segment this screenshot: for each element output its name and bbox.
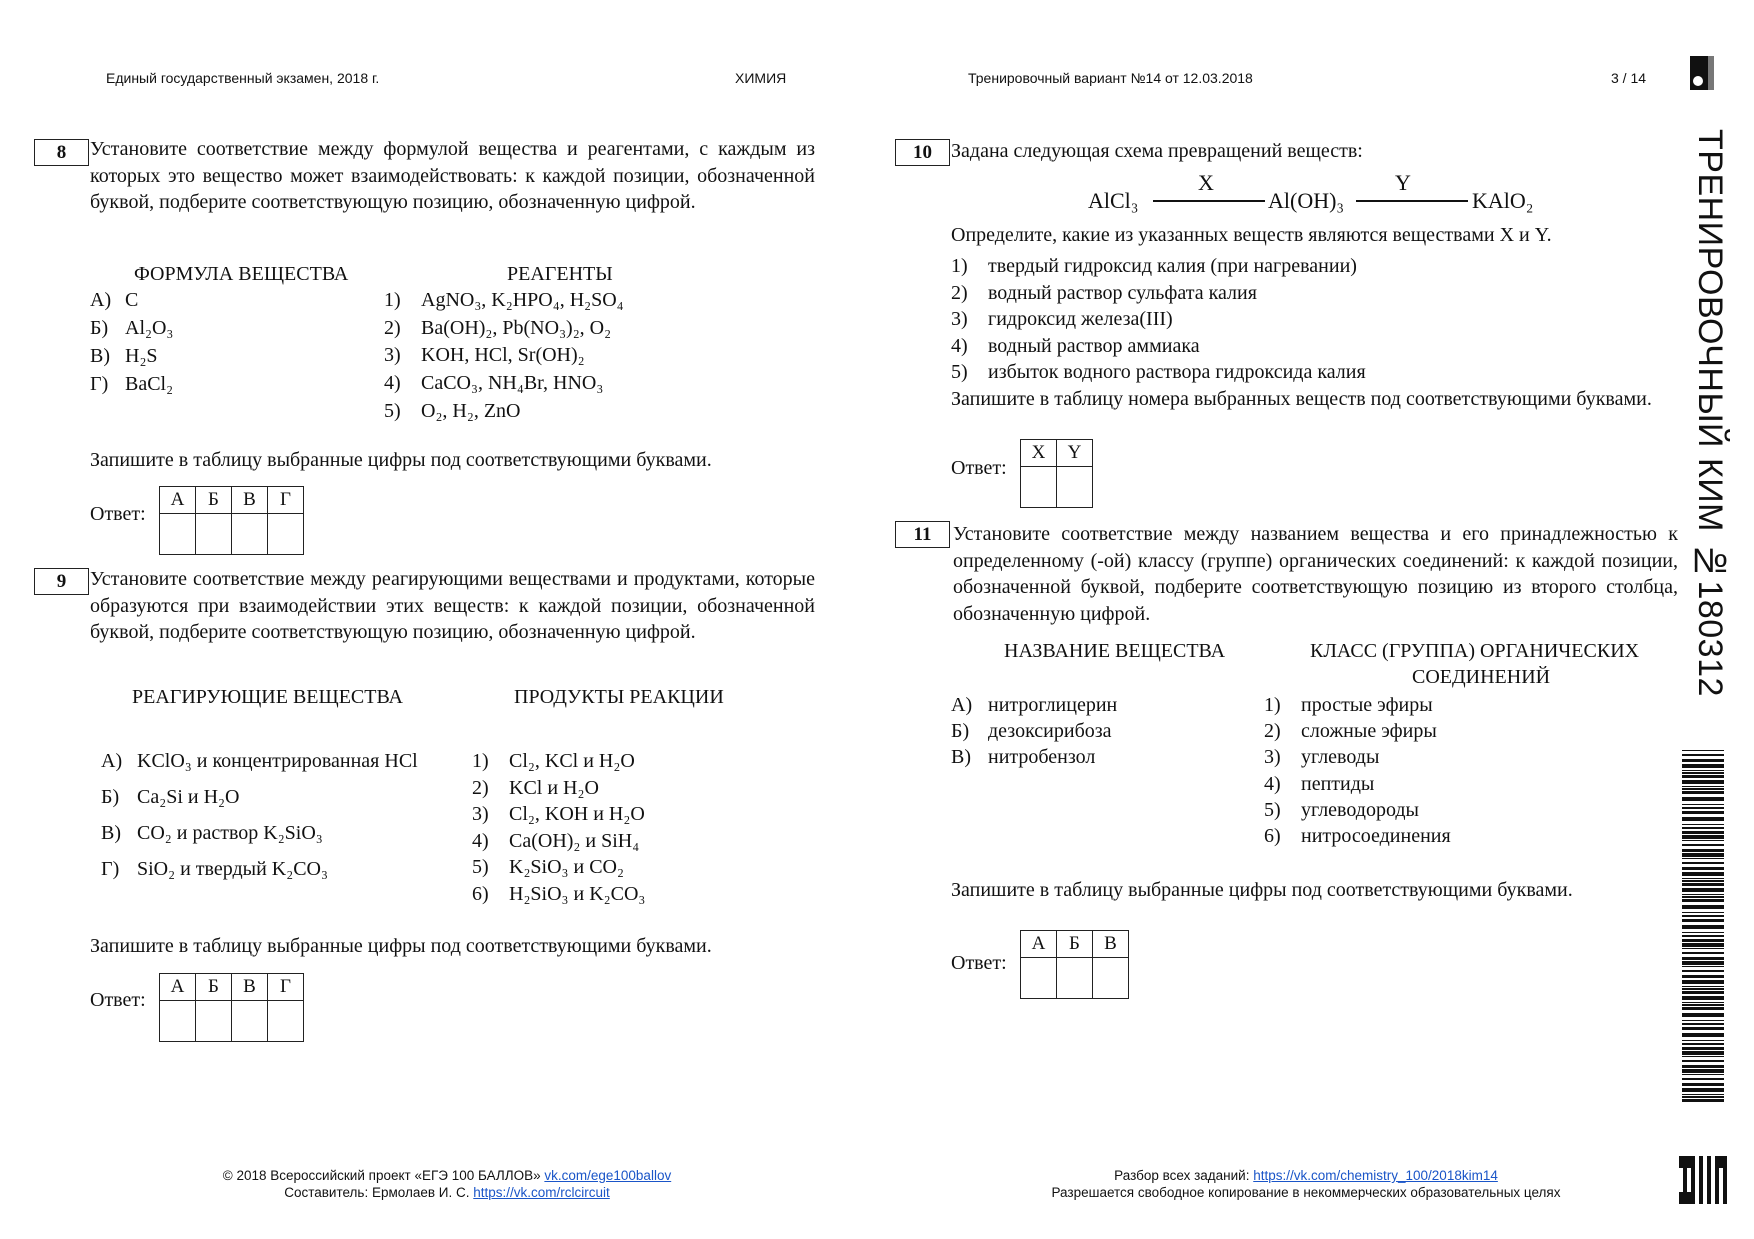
item-value: Ba(OH)₂, Pb(NO₃)₂, O₂ xyxy=(421,316,612,339)
list-item xyxy=(384,316,612,340)
list-item xyxy=(90,344,158,368)
item-value: K₂SiO₃ и CO₂ xyxy=(509,856,624,879)
barcode-bar xyxy=(1682,986,1724,987)
barcode-bar xyxy=(1682,770,1724,771)
item-value: H₂S xyxy=(125,345,158,367)
column-letter: А xyxy=(160,487,196,514)
barcode-bar xyxy=(1682,975,1724,978)
column-header: СОЕДИНЕНИЙ xyxy=(1412,666,1551,688)
reagent-label: Y xyxy=(1395,170,1411,195)
item-value: SiO₂ и твердый K₂CO₃ xyxy=(137,858,328,880)
question-text: Установите соответствие между реагирующими веществами и продуктами, которые образуются при взаимодействии этих веществ: к каждой позиции, обозначенной буквой, подберите соответствующую позицию, обозначенную цифрой. xyxy=(90,568,815,643)
column-header: ПРОДУКТЫ РЕАКЦИИ xyxy=(514,686,724,708)
barcode-bar xyxy=(1682,840,1724,841)
item-key: 1) xyxy=(951,255,968,277)
barcode-bar xyxy=(1682,1043,1724,1045)
barcode-bar xyxy=(1682,961,1724,965)
item-key: 5) xyxy=(951,361,968,383)
barcode-bar xyxy=(1682,943,1724,947)
list-item xyxy=(90,288,139,312)
column-header: РЕАГИРУЮЩИЕ ВЕЩЕСТВА xyxy=(132,686,403,708)
barcode-bar xyxy=(1682,867,1724,870)
item-value: простые эфиры xyxy=(1301,694,1433,716)
list-item xyxy=(951,307,1173,331)
item-key: 1) xyxy=(384,289,401,311)
qr-module xyxy=(1699,1200,1703,1204)
item-value: избыток водного раствора гидроксида калия xyxy=(988,361,1366,383)
barcode-bar xyxy=(1682,824,1724,825)
barcode-bar xyxy=(1682,935,1724,937)
barcode-bar xyxy=(1682,880,1724,882)
barcode-bar xyxy=(1682,764,1724,768)
question-number: 11 xyxy=(895,521,950,548)
barcode-bar xyxy=(1682,883,1724,886)
exam-title: Единый государственный экзамен, 2018 г. xyxy=(106,70,380,86)
list-item xyxy=(90,372,174,396)
reagent-label: X xyxy=(1198,170,1214,195)
item-value: водный раствор аммиака xyxy=(988,334,1200,357)
barcode-bar xyxy=(1682,1002,1724,1003)
barcode-bar xyxy=(1682,1004,1724,1006)
column-letter: Г xyxy=(268,974,304,1001)
column-header: РЕАГЕНТЫ xyxy=(507,263,613,285)
answer-cell[interactable] xyxy=(196,1001,232,1042)
barcode-bar xyxy=(1682,804,1724,805)
item-value: нитроглицерин xyxy=(988,694,1118,716)
barcode-bar xyxy=(1682,1056,1724,1057)
item-key: 3) xyxy=(1264,746,1281,769)
item-key: 1) xyxy=(1264,694,1281,716)
item-value: дезоксирибоза xyxy=(988,720,1112,742)
barcode-bar xyxy=(1682,1033,1724,1037)
barcode-bar xyxy=(1682,831,1724,834)
item-value: BaCl₂ xyxy=(125,373,174,395)
barcode-bar xyxy=(1682,797,1724,801)
item-value: Ca(OH)₂ и SiH₄ xyxy=(509,829,640,852)
item-value: Cl₂, KOH и H₂O xyxy=(509,803,645,826)
list-item xyxy=(1264,745,1380,769)
item-key: 2) xyxy=(472,776,489,799)
footer-right xyxy=(956,1167,1656,1201)
answer-cell[interactable] xyxy=(268,514,304,555)
answer-label: Ответ: xyxy=(951,457,1007,479)
barcode-bar xyxy=(1682,788,1724,790)
item-key: 4) xyxy=(384,372,401,395)
item-key: Г) xyxy=(101,858,120,880)
barcode-bar xyxy=(1682,996,1724,1000)
item-value: твердый гидроксид калия (при нагревании) xyxy=(988,255,1357,277)
answer-table[interactable] xyxy=(1020,439,1093,508)
item-value: Al₂O₃ xyxy=(125,317,174,339)
barcode-bar xyxy=(1682,912,1724,913)
item-key: Б) xyxy=(951,720,970,742)
list-item xyxy=(1264,772,1375,796)
barcode-bar xyxy=(1682,1023,1724,1025)
item-key: 5) xyxy=(1264,798,1281,821)
footer-text: Составитель: Ермолаев И. С. xyxy=(284,1185,470,1200)
barcode-bar xyxy=(1682,905,1724,909)
list-item xyxy=(951,693,1118,717)
list-item xyxy=(1264,798,1419,822)
item-key: В) xyxy=(101,822,121,844)
barcode-bar xyxy=(1682,1078,1724,1080)
arrow-icon xyxy=(1153,200,1265,202)
item-key: 4) xyxy=(951,334,968,357)
barcode-bar xyxy=(1682,750,1724,751)
list-item xyxy=(951,745,1096,769)
barcode-bar xyxy=(1682,835,1724,839)
item-value: AgNO₃, K₂HPO₄, H₂SO₄ xyxy=(421,289,624,311)
arrow-icon xyxy=(1356,200,1468,202)
footer-left xyxy=(147,1167,747,1201)
barcode-bar xyxy=(1682,1060,1724,1062)
barcode-bar xyxy=(1682,849,1724,852)
reaction-scheme xyxy=(1088,170,1568,220)
list-item xyxy=(472,802,645,826)
instruction: Запишите в таблицу номера выбранных веществ под соответствующими буквами. xyxy=(951,388,1652,410)
column-letter: Б xyxy=(196,974,232,1001)
list-item xyxy=(384,371,604,395)
barcode-bar xyxy=(1682,915,1724,917)
barcode-bar xyxy=(1682,988,1724,990)
item-value: нитробензол xyxy=(988,746,1096,768)
qr-module xyxy=(1691,1200,1695,1204)
barcode-bar xyxy=(1682,878,1724,879)
barcode-bar xyxy=(1682,948,1724,949)
column-header: ФОРМУЛА ВЕЩЕСТВА xyxy=(134,263,349,285)
item-value: сложные эфиры xyxy=(1301,720,1437,743)
list-item xyxy=(384,399,521,423)
answer-cell[interactable] xyxy=(232,514,268,555)
question-number: 8 xyxy=(34,139,89,166)
list-item xyxy=(951,334,1200,358)
answer-cell[interactable] xyxy=(268,1001,304,1042)
item-value: Ca₂Si и H₂O xyxy=(137,786,240,808)
column-header: НАЗВАНИЕ ВЕЩЕСТВА xyxy=(1004,640,1226,662)
list-item xyxy=(384,288,624,312)
barcode-bar xyxy=(1682,894,1724,895)
barcode-bar xyxy=(1682,1007,1724,1010)
list-item xyxy=(472,776,599,800)
item-key: 3) xyxy=(472,803,489,826)
barcode-bar xyxy=(1682,970,1724,972)
item-key: 6) xyxy=(1264,825,1281,847)
list-item xyxy=(101,749,418,773)
barcode-bar xyxy=(1682,853,1724,857)
footer-link[interactable]: https://vk.com/chemistry_100/2018kim14 xyxy=(1253,1168,1498,1183)
barcode-bar xyxy=(1682,1088,1724,1092)
item-key: 5) xyxy=(472,856,489,879)
item-key: 2) xyxy=(951,281,968,304)
barcode-bar xyxy=(1682,1065,1724,1068)
instruction: Запишите в таблицу выбранные цифры под соответствующими буквами. xyxy=(90,935,712,957)
logo-icon xyxy=(1690,56,1714,90)
barcode-bar xyxy=(1682,1069,1724,1073)
list-item xyxy=(101,857,328,881)
column-letter: А xyxy=(1021,931,1057,958)
barcode-bar xyxy=(1682,780,1724,784)
item-value: C xyxy=(125,289,139,311)
barcode-bar xyxy=(1682,899,1724,902)
question-text: Установите соответствие между формулой вещества и реагентами, с каждым из которых это вещество может взаимодействовать: к каждой позиции, обозначенной буквой, подберите соответствующую позицию, обозначенную цифрой. xyxy=(90,138,815,213)
item-key: В) xyxy=(90,345,110,367)
column-letter: В xyxy=(232,487,268,514)
column-letter: Б xyxy=(1057,931,1093,958)
list-item xyxy=(101,785,240,809)
column-letter: В xyxy=(232,974,268,1001)
item-value: гидроксид железа(III) xyxy=(988,308,1173,330)
barcode-bar xyxy=(1682,817,1724,821)
item-value: углеводороды xyxy=(1301,798,1419,821)
answer-cell[interactable] xyxy=(1021,467,1057,508)
item-key: 4) xyxy=(472,829,489,852)
list-item xyxy=(1264,824,1451,848)
item-value: Cl₂, KCl и H₂O xyxy=(509,750,635,772)
barcode-bar xyxy=(1682,1083,1724,1086)
list-item xyxy=(101,821,323,845)
list-item xyxy=(951,360,1366,384)
list-item xyxy=(951,281,1257,305)
footer-text: Разрешается свободное копирование в некоммерческих образовательных целях xyxy=(1051,1185,1561,1200)
barcode-bar xyxy=(1682,807,1724,809)
barcode-bar xyxy=(1682,1040,1724,1041)
item-key: 2) xyxy=(384,316,401,339)
item-value: H₂SiO₃ и K₂CO₃ xyxy=(509,883,646,905)
item-key: А) xyxy=(951,694,973,716)
instruction: Запишите в таблицу выбранные цифры под соответствующими буквами. xyxy=(90,449,712,471)
item-key: А) xyxy=(90,289,112,311)
item-key: 2) xyxy=(1264,720,1281,743)
answer-cell[interactable] xyxy=(1021,958,1057,999)
barcode-bar xyxy=(1682,932,1724,933)
item-key: Б) xyxy=(90,317,109,339)
variant-title: Тренировочный вариант №14 от 12.03.2018 xyxy=(968,70,1253,86)
item-key: 4) xyxy=(1264,772,1281,795)
item-value: KClO₃ и концентрированная HCl xyxy=(137,750,418,772)
barcode-bar xyxy=(1682,1013,1724,1017)
barcode-bar xyxy=(1682,858,1724,859)
answer-table[interactable] xyxy=(159,486,304,555)
question: Определите, какие из указанных веществ являются веществами X и Y. xyxy=(951,224,1552,246)
barcode-bar xyxy=(1682,1027,1724,1030)
list-item xyxy=(1264,693,1433,717)
barcode-bar xyxy=(1682,980,1724,984)
answer-cell[interactable] xyxy=(232,1001,268,1042)
item-value: O₂, H₂, ZnO xyxy=(421,399,521,422)
answer-cell[interactable] xyxy=(160,514,196,555)
substance: Al(OH)₃ xyxy=(1268,188,1345,213)
subject: ХИМИЯ xyxy=(735,70,787,86)
answer-cell[interactable] xyxy=(1057,467,1093,508)
barcode-bar xyxy=(1682,775,1724,778)
list-item xyxy=(472,882,646,906)
answer-label: Ответ: xyxy=(90,989,146,1011)
column-letter: Y xyxy=(1057,440,1093,467)
list-item xyxy=(90,316,174,340)
column-letter: Б xyxy=(196,487,232,514)
column-letter: Г xyxy=(268,487,304,514)
barcode-bar xyxy=(1682,991,1724,994)
item-key: 5) xyxy=(384,399,401,422)
item-value: KOH, HCl, Sr(OH)₂ xyxy=(421,344,585,367)
column-header: КЛАСС (ГРУППА) ОРГАНИЧЕСКИХ xyxy=(1310,640,1640,662)
list-item xyxy=(472,855,624,879)
item-key: 3) xyxy=(951,308,968,330)
item-value: пептиды xyxy=(1301,772,1375,795)
barcode-bar xyxy=(1682,872,1724,876)
question-number: 10 xyxy=(895,139,950,166)
list-item xyxy=(951,719,1112,743)
barcode-bar xyxy=(1682,1096,1724,1098)
item-value: водный раствор сульфата калия xyxy=(988,281,1257,304)
barcode-bar xyxy=(1682,896,1724,898)
substance: KAlO₂ xyxy=(1472,188,1534,213)
barcode-bar xyxy=(1682,925,1724,929)
answer-label: Ответ: xyxy=(90,503,146,525)
question-text: Установите соответствие между названием вещества и его принадлежностью к определенному (-ой) классу (группе) органических соединений: к каждой позиции, обозначенной буквой, подберите соответствующую позицию из второго столбца, обозначенную цифрой. xyxy=(953,523,1678,625)
question-number: 9 xyxy=(34,568,89,595)
barcode-bar xyxy=(1682,811,1724,814)
barcode-bar xyxy=(1682,1094,1724,1095)
barcode xyxy=(1682,750,1724,1102)
question-text: Задана следующая схема превращений веществ: xyxy=(951,140,1363,162)
side-label: ТРЕНИРОВОЧНЫЙ КИМ №180312 xyxy=(1691,129,1729,697)
barcode-bar xyxy=(1682,1020,1724,1021)
answer-cell[interactable] xyxy=(1057,958,1093,999)
answer-label: Ответ: xyxy=(951,952,1007,974)
barcode-bar xyxy=(1682,1047,1724,1050)
item-key: В) xyxy=(951,746,971,768)
item-key: 6) xyxy=(472,883,489,905)
barcode-bar xyxy=(1682,786,1724,787)
barcode-bar xyxy=(1682,939,1724,942)
item-value: KCl и H₂O xyxy=(509,776,599,799)
item-value: CO₂ и раствор K₂SiO₃ xyxy=(137,822,323,844)
column-letter: X xyxy=(1021,440,1057,467)
column-letter: В xyxy=(1093,931,1129,958)
barcode-bar xyxy=(1682,754,1724,756)
barcode-bar xyxy=(1682,1099,1724,1102)
page-number: 3 / 14 xyxy=(1611,70,1647,86)
item-key: Г) xyxy=(90,373,109,395)
barcode-bar xyxy=(1682,844,1724,846)
list-item xyxy=(472,749,635,773)
column-letter: А xyxy=(160,974,196,1001)
item-key: 1) xyxy=(472,750,489,772)
qr-module xyxy=(1723,1200,1727,1204)
barcode-bar xyxy=(1682,919,1724,922)
list-item xyxy=(951,254,1357,278)
answer-cell[interactable] xyxy=(196,514,232,555)
answer-table[interactable] xyxy=(159,973,304,1042)
item-key: А) xyxy=(101,750,123,772)
answer-table[interactable] xyxy=(1020,930,1129,999)
qr-code xyxy=(1679,1156,1727,1204)
instruction: Запишите в таблицу выбранные цифры под соответствующими буквами. xyxy=(951,879,1573,901)
substance: AlCl₃ xyxy=(1088,188,1139,213)
footer-text: Разбор всех заданий: xyxy=(1114,1168,1250,1183)
barcode-bar xyxy=(1682,1051,1724,1055)
item-key: 3) xyxy=(384,344,401,367)
barcode-bar xyxy=(1682,772,1724,774)
item-key: Б) xyxy=(101,786,120,808)
list-item xyxy=(1264,719,1437,743)
barcode-bar xyxy=(1682,791,1724,794)
barcode-bar xyxy=(1682,966,1724,967)
barcode-bar xyxy=(1682,1074,1724,1075)
item-value: CaCO₃, NH₄Br, HNO₃ xyxy=(421,372,604,395)
qr-module xyxy=(1707,1200,1711,1204)
answer-cell[interactable] xyxy=(160,1001,196,1042)
barcode-bar xyxy=(1682,888,1724,892)
footer-link[interactable]: vk.com/ege100ballov xyxy=(544,1168,672,1183)
answer-cell[interactable] xyxy=(1093,958,1129,999)
footer-text: © 2018 Всероссийский проект «ЕГЭ 100 БАЛЛОВ» xyxy=(222,1168,541,1183)
barcode-bar xyxy=(1682,759,1724,762)
item-value: углеводы xyxy=(1301,746,1380,769)
barcode-bar xyxy=(1682,957,1724,960)
barcode-bar xyxy=(1682,952,1724,954)
barcode-bar xyxy=(1682,827,1724,829)
item-value: нитросоединения xyxy=(1301,825,1451,847)
barcode-bar xyxy=(1682,862,1724,864)
list-item xyxy=(472,829,640,853)
list-item xyxy=(384,343,585,367)
footer-link[interactable]: https://vk.com/rclcircuit xyxy=(473,1185,610,1200)
qr-module xyxy=(1715,1200,1719,1204)
